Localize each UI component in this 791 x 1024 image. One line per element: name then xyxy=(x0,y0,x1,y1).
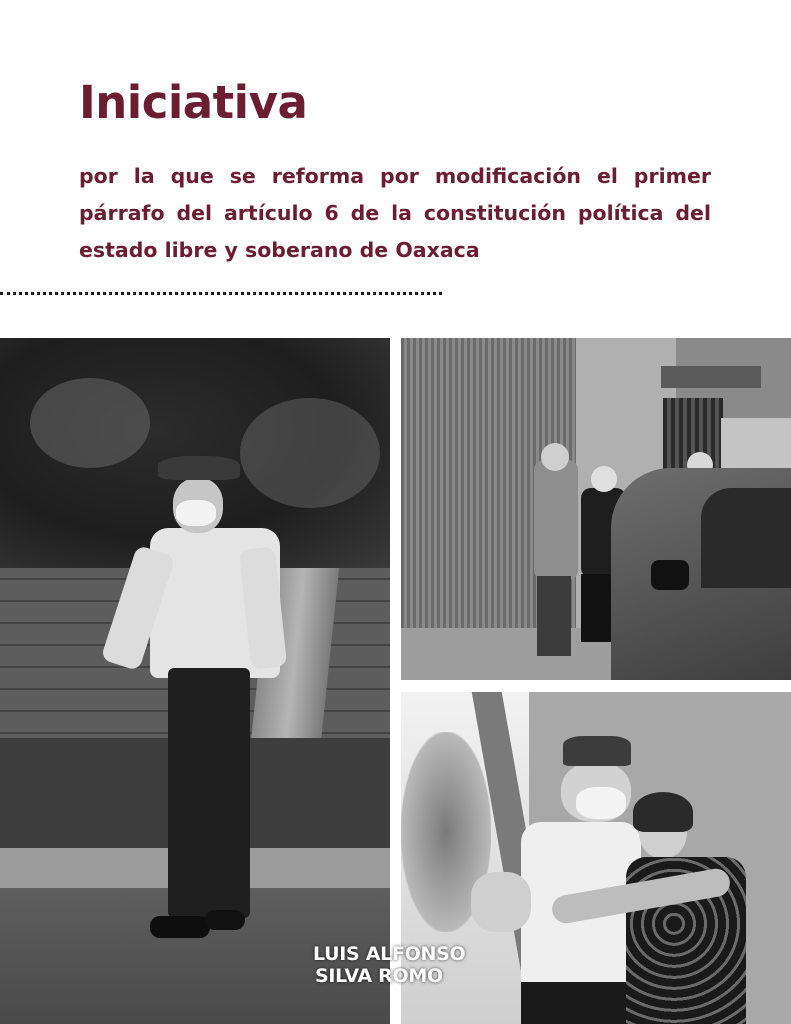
photo-candidate-walking xyxy=(0,338,390,1024)
photo-street-conversation xyxy=(401,338,791,680)
document-title: Iniciativa xyxy=(79,76,308,129)
caption-line-2: SILVA ROMO xyxy=(315,965,443,987)
caption-line-1: LUIS ALFONSO xyxy=(313,943,466,965)
photo-caption-name xyxy=(313,943,483,987)
dotted-divider xyxy=(0,292,442,295)
document-subtitle: por la que se reforma por modificación el primer párrafo del artículo 6 de la constitución política del estado libre y soberano de Oaxaca xyxy=(79,164,711,262)
